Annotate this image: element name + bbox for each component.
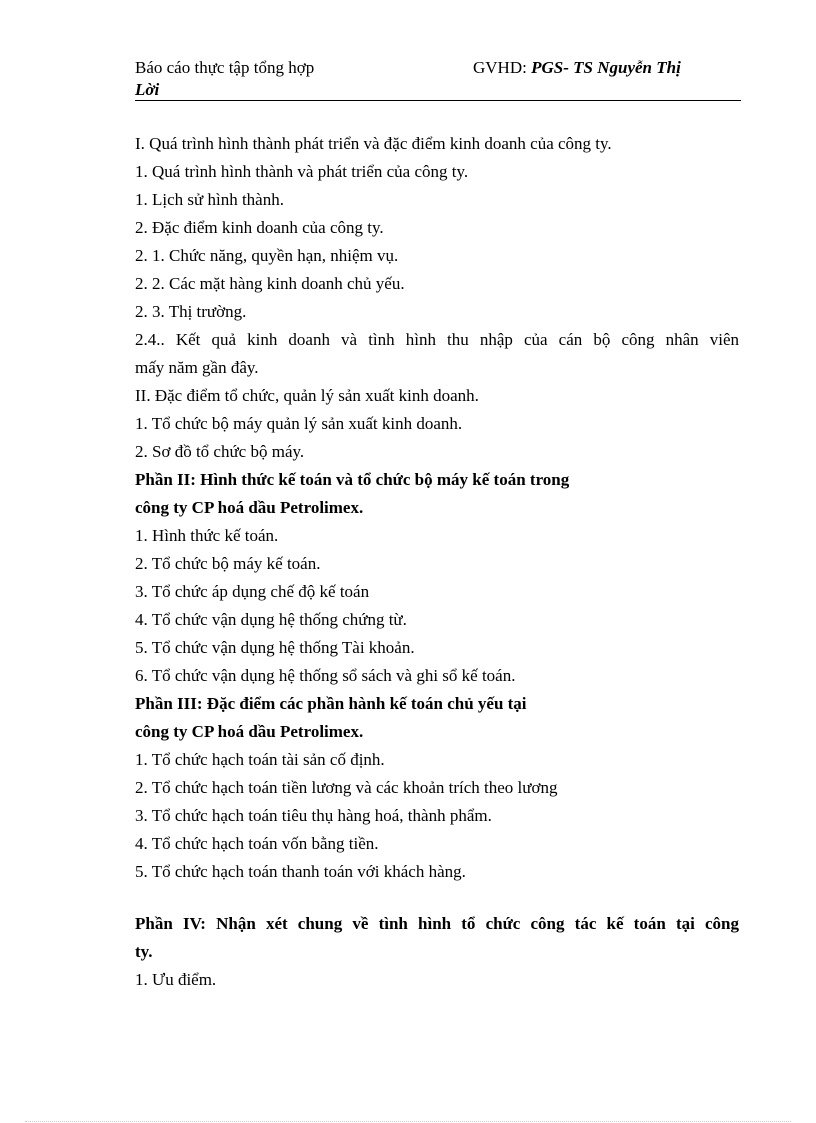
section-heading: Phần IV: Nhận xét chung về tình hình tổ chức công tác kế toán tại công [135,914,739,933]
page-header [135,57,741,101]
toc-line: 4. Tổ chức hạch toán vốn bằng tiền. [135,834,379,853]
toc-line: II. Đặc điểm tổ chức, quản lý sản xuất kinh doanh. [135,386,479,405]
toc-line: 1. Ưu điểm. [135,970,217,989]
toc-line: 2. 1. Chức năng, quyền hạn, nhiệm vụ. [135,246,399,265]
toc-line: 2. Sơ đồ tổ chức bộ máy. [135,442,305,461]
toc-line: 1. Quá trình hình thành và phát triển của công ty. [135,162,469,181]
toc-line: 1. Lịch sử hình thành. [135,190,284,209]
header-divider [135,100,741,101]
section-heading: Phần II: Hình thức kế toán và tổ chức bộ máy kế toán trong [135,470,570,489]
advisor-info [473,57,681,79]
toc-line: 2. Đặc điểm kinh doanh của công ty. [135,218,384,237]
section-heading: Phần III: Đặc điểm các phần hành kế toán chủ yếu tại [135,694,527,713]
section-heading: ty. [135,942,153,961]
toc-line: 2.4.. Kết quả kinh doanh và tình hình thu nhập của cán bộ công nhân viên [135,330,739,349]
toc-line: 5. Tổ chức hạch toán thanh toán với khách hàng. [135,862,466,881]
toc-line: 3. Tổ chức áp dụng chế độ kế toán [135,582,370,601]
toc-line: 1. Hình thức kế toán. [135,526,279,545]
toc-line: 6. Tổ chức vận dụng hệ thống sổ sách và ghi sổ kế toán. [135,666,516,685]
section-heading: công ty CP hoá dầu Petrolimex. [135,722,364,741]
advisor-name-continued: Lời [135,80,160,99]
section-heading: công ty CP hoá dầu Petrolimex. [135,498,364,517]
toc-line: 1. Tổ chức bộ máy quản lý sản xuất kinh doanh. [135,414,463,433]
table-of-contents [135,130,739,994]
toc-line: 4. Tổ chức vận dụng hệ thống chứng từ. [135,610,407,629]
toc-line: 2. 2. Các mặt hàng kinh doanh chủ yếu. [135,274,405,293]
toc-line: 5. Tổ chức vận dụng hệ thống Tài khoản. [135,638,415,657]
toc-line: 1. Tổ chức hạch toán tài sản cố định. [135,750,385,769]
toc-line: 2. Tổ chức bộ máy kế toán. [135,554,321,573]
advisor-name: PGS- TS Nguyễn Thị [531,58,681,77]
toc-line: 3. Tổ chức hạch toán tiêu thụ hàng hoá, thành phẩm. [135,806,492,825]
toc-line: 2. Tổ chức hạch toán tiền lương và các khoản trích theo lương [135,778,558,797]
report-title: Báo cáo thực tập tổng hợp [135,58,315,77]
toc-line: mấy năm gần đây. [135,358,259,377]
toc-line: 2. 3. Thị trường. [135,302,247,321]
toc-line: I. Quá trình hình thành phát triển và đặc điểm kinh doanh của công ty. [135,134,612,153]
advisor-label: GVHD: [473,58,532,77]
page-bottom-edge [25,1121,791,1122]
